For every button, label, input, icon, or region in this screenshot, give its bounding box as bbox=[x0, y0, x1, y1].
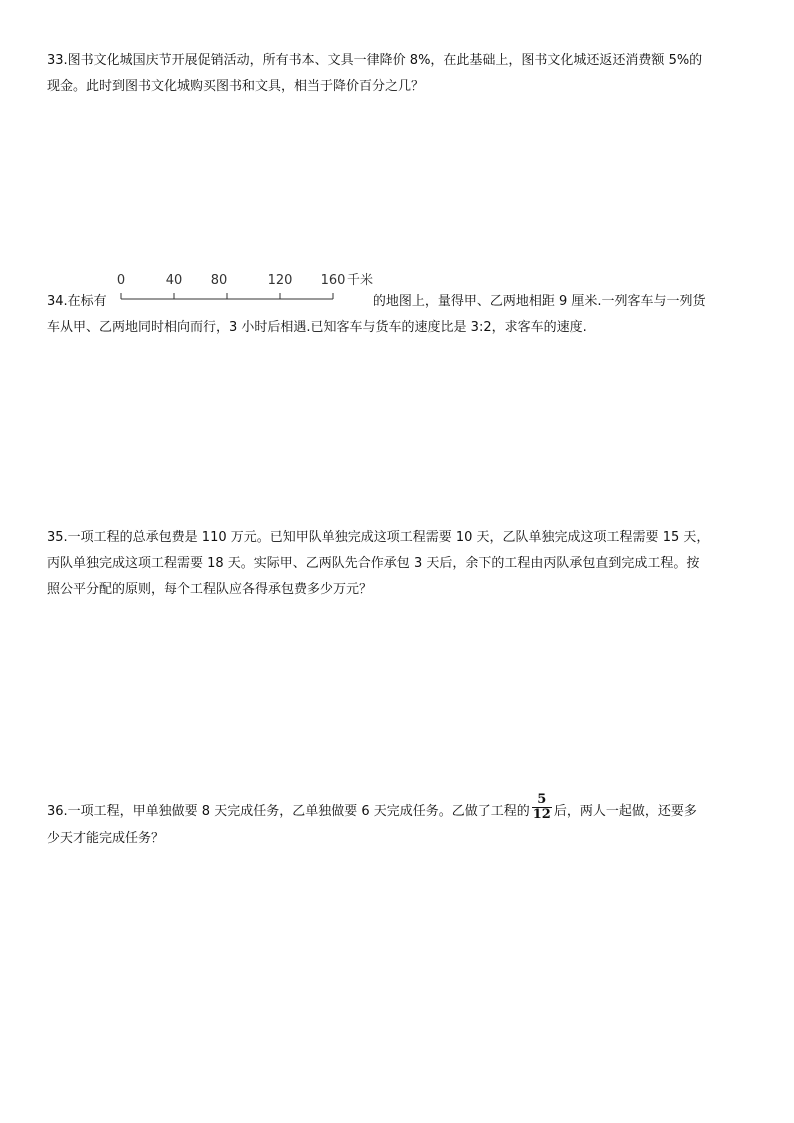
q36-suffix: 后，两人一起做，还要多 bbox=[553, 804, 697, 819]
fraction-denominator: 12 bbox=[532, 807, 551, 822]
q34-line-2: 车从甲、乙两地同时相向而行，3 小时后相遇.已知客车与货车的速度比是 3:2，求客车的速度. bbox=[47, 320, 587, 335]
fraction-five-twelfths bbox=[532, 793, 552, 822]
q35-line-1: 35.一项工程的总承包费是 110 万元。已知甲队单独完成这项工程需要 10 天，乙队单独完成这项工程需要 15 天， bbox=[47, 530, 710, 545]
q33-line-1: 33.图书文化城国庆节开展促销活动，所有书本、文具一律降价 8%，在此基础上，图书文化城还返还消费额 5%的 bbox=[47, 53, 703, 68]
q35-line-3: 照公平分配的原则，每个工程队应各得承包费多少万元？ bbox=[47, 582, 373, 597]
map-scale-svg bbox=[113, 271, 375, 311]
fraction-numerator: 5 bbox=[537, 792, 547, 807]
q36-prefix: 36.一项工程，甲单独做要 8 天完成任务，乙单独做要 6 天完成任务。乙做了工程的 bbox=[47, 804, 530, 819]
q35-line-2: 丙队单独完成这项工程需要 18 天。实际甲、乙两队先合作承包 3 天后，余下的工程由丙队承包直到完成工程。按 bbox=[47, 556, 700, 571]
scale-tick-label: 120 bbox=[267, 273, 293, 288]
q36-line-1 bbox=[47, 792, 747, 826]
question-34 bbox=[47, 273, 747, 341]
question-36 bbox=[47, 792, 747, 852]
question-33 bbox=[47, 48, 747, 100]
scale-tick-label: 160 bbox=[320, 273, 346, 288]
q36-line-2: 少天才能完成任务？ bbox=[47, 831, 165, 846]
scale-unit-label: 千米 bbox=[346, 273, 373, 288]
scale-tick-label: 40 bbox=[165, 273, 183, 288]
q34-prefix: 34.在标有 bbox=[47, 294, 107, 309]
q34-line-1 bbox=[47, 273, 747, 315]
q34-suffix: 的地图上，量得甲、乙两地相距 9 厘米.一列客车与一列货 bbox=[372, 294, 706, 309]
map-scale-bar bbox=[111, 273, 373, 315]
scale-tick-label: 80 bbox=[210, 273, 228, 288]
q33-line-2: 现金。此时到图书文化城购买图书和文具，相当于降价百分之几？ bbox=[47, 79, 425, 94]
question-35 bbox=[47, 525, 747, 603]
scale-tick-label: 0 bbox=[116, 273, 125, 288]
